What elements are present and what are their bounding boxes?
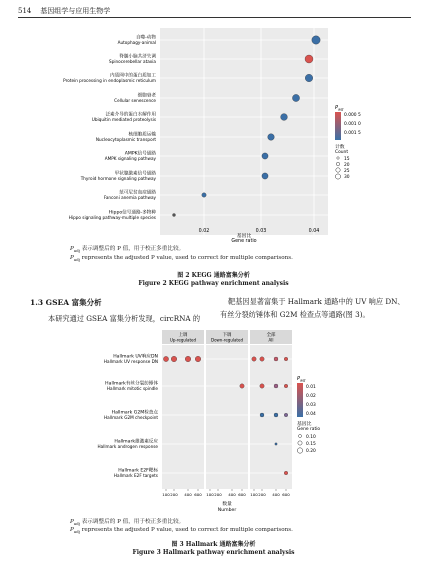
- data-point: [274, 413, 278, 417]
- figure3-hallmark-dotplot: [0, 328, 427, 516]
- data-point: [305, 55, 313, 63]
- body-text-right-1: 靶基因显著富集于 Hallmark 通路中的 UV 响应 DN、: [228, 297, 405, 306]
- data-point: [240, 384, 244, 388]
- pathway-label-cn: 脊髓小脑共济失调: [119, 54, 156, 60]
- x-tick-label: 400: [272, 492, 280, 497]
- data-point: [284, 384, 288, 388]
- pathway-label-cn: 细胞衰老: [137, 93, 156, 99]
- x-tick-label: 600: [282, 492, 290, 497]
- pathway-label-en: Ubiquitin mediated proteolysis: [91, 116, 156, 122]
- pathway-label-cn: Hippo信号通路-多物种: [108, 210, 156, 216]
- facet-label-en: Down-regulated: [211, 337, 243, 343]
- count-key-circle: [337, 157, 339, 159]
- facet-panel: [206, 345, 248, 489]
- facet-label-en: Up-regulated: [169, 337, 197, 343]
- hallmark-label-en: Hallmark androgen response: [97, 444, 158, 449]
- x-axis-label-en: Number: [217, 508, 237, 513]
- x-tick-label: 100: [250, 492, 258, 497]
- padj-colorbar: [335, 112, 341, 140]
- x-axis-label-cn: 基因比: [236, 234, 252, 239]
- count-tick: 15: [344, 157, 350, 162]
- pathway-label-en: Autophagy-animal: [117, 39, 156, 45]
- hallmark-label-en: Hallmark E2F targets: [113, 473, 158, 478]
- padj-tick: 0.01: [306, 385, 316, 390]
- data-point: [284, 413, 288, 417]
- journal-name: 基因组学与应用生物学: [40, 7, 111, 15]
- data-point: [185, 356, 191, 362]
- pathway-label-en: Fanconi anemia pathway: [103, 194, 156, 200]
- pathway-label-cn: 自噬-动物: [135, 35, 156, 41]
- facet-panel: [162, 345, 204, 489]
- data-point: [274, 384, 278, 388]
- data-point: [252, 357, 256, 361]
- fig3-caption-cn: 图 3 Hallmark 通路富集分析: [171, 541, 256, 548]
- data-point: [163, 356, 168, 361]
- pathway-label-en: Hippo signaling pathway-multiple species: [68, 214, 156, 220]
- data-point: [284, 357, 288, 361]
- page-number: 514: [18, 7, 32, 15]
- data-point: [262, 153, 268, 159]
- count-tick: 20: [344, 163, 350, 168]
- data-point: [281, 114, 288, 121]
- hallmark-label-en: Hallmark UV response DN: [103, 359, 158, 364]
- padj-tick: 0.03: [306, 403, 316, 408]
- data-point: [262, 173, 268, 179]
- facet-label-cn: 全部: [266, 333, 276, 338]
- pathway-label-cn: 内质网中的蛋白质加工: [110, 73, 156, 79]
- x-tick-label: 200: [170, 492, 178, 497]
- facet-panel: [250, 345, 292, 489]
- figure2-kegg-dotplot: [0, 20, 427, 242]
- fig2-note-cn: $P_{adj}$ 表示调整后的 P 值，用于校正多重比较。: [70, 246, 185, 254]
- x-axis-label-en: Gene ratio: [231, 239, 257, 242]
- pathway-label-en: AMPK signaling pathway: [104, 155, 156, 161]
- x-tick-label: 400: [184, 492, 192, 497]
- fig2-caption-cn: 图 2 KEGG 通路富集分析: [177, 272, 250, 279]
- ratio-key-circle: [297, 448, 302, 453]
- pathway-label-en: Nucleocytoplasmic transport: [95, 136, 156, 142]
- ratio-key-circle: [299, 435, 302, 438]
- hallmark-label-cn: Hallmark E2F靶标: [118, 468, 158, 474]
- count-key-circle: [336, 168, 340, 172]
- x-tick-label: 600: [194, 492, 202, 497]
- ratio-tick: 0.10: [306, 435, 316, 440]
- data-point: [275, 443, 277, 445]
- body-text-right-2: 有丝分裂纺锤体和 G2M 检查点等通路(图 3)。: [220, 310, 370, 319]
- pathway-label-en: Protein processing in endoplasmic reticulum: [63, 77, 156, 83]
- padj-colorbar: [297, 383, 303, 417]
- data-point: [268, 134, 275, 141]
- body-text-left: 本研究通过 GSEA 富集分析发现，circRNA 的: [48, 314, 201, 323]
- facet-label-en: All: [268, 337, 274, 343]
- x-tick-label: 600: [238, 492, 246, 497]
- hallmark-label-cn: Hallmark G2M检查点: [111, 410, 158, 416]
- data-point: [305, 74, 313, 82]
- data-point: [284, 471, 288, 475]
- data-point: [195, 356, 201, 362]
- padj-tick: 0.04: [306, 412, 316, 417]
- data-point: [260, 357, 264, 361]
- facet-label-cn: 上调: [178, 333, 188, 338]
- facet-label-cn: 下调: [222, 333, 232, 338]
- data-point: [260, 413, 264, 417]
- x-tick-label: 400: [228, 492, 236, 497]
- x-tick-label: 200: [258, 492, 266, 497]
- hallmark-label-cn: Hallmark雄激素反应: [114, 439, 158, 445]
- hallmark-label-en: Hallmark mitotic spindle: [106, 386, 158, 391]
- section-heading: 1.3 GSEA 富集分析: [30, 298, 102, 307]
- fig2-note-en: $P_{adj}$ represents the adjusted P value, used to correct for multiple comparisons.: [70, 255, 293, 263]
- pathway-label-en: Thyroid hormone signaling pathway: [80, 175, 156, 181]
- padj-tick: 0.001 5: [344, 131, 361, 136]
- x-tick: 0.02: [198, 229, 210, 234]
- running-header: [18, 6, 110, 16]
- pathway-label-cn: 甲状腺激素信号通路: [114, 171, 156, 177]
- x-tick-label: 100: [206, 492, 214, 497]
- x-tick-label: 200: [214, 492, 222, 497]
- data-point: [292, 94, 299, 101]
- fig3-note-en: $P_{adj}$ represents the adjusted P value, used to correct for multiple comparisons.: [70, 527, 293, 535]
- ratio-tick: 0.15: [306, 442, 316, 447]
- padj-legend-title: $P_{adj}$: [335, 105, 344, 112]
- pathway-label-en: Spinocerebellar ataxia: [109, 58, 156, 64]
- pathway-label-cn: AMPK信号通路: [124, 151, 156, 157]
- data-point: [202, 193, 206, 197]
- data-point: [173, 214, 176, 217]
- x-axis-label-cn: 数量: [222, 502, 232, 507]
- data-point: [312, 36, 320, 44]
- x-ticks: [162, 489, 290, 497]
- data-point: [171, 356, 177, 362]
- x-tick-label: 100: [162, 492, 170, 497]
- pathway-label-en: Cellular senescence: [114, 97, 156, 103]
- fig2-caption-en: Figure 2 KEGG pathway enrichment analysis: [138, 280, 289, 287]
- padj-legend-title: $P_{adj}$: [297, 376, 306, 383]
- fig3-note-cn: $P_{adj}$ 表示调整后的 P 值，用于校正多重比较。: [70, 519, 185, 527]
- count-key-circle: [336, 162, 339, 165]
- data-point: [260, 384, 264, 388]
- count-tick: 30: [344, 175, 350, 180]
- x-tick: 0.03: [255, 229, 267, 234]
- pathway-label-cn: 核细胞质运输: [128, 132, 156, 138]
- pathway-label-cn: 范可尼贫血症通路: [119, 190, 156, 196]
- count-legend-title-en: Count: [335, 150, 349, 155]
- count-tick: 25: [344, 169, 350, 174]
- count-legend-title-cn: 计数: [335, 145, 345, 150]
- fig3-caption-en: Figure 3 Hallmark pathway enrichment analysis: [132, 549, 295, 556]
- ratio-key-circle: [298, 441, 302, 445]
- pathway-label-cn: 泛素介导的蛋白水解作用: [105, 112, 156, 118]
- padj-tick: 0.001 0: [344, 122, 361, 127]
- padj-tick: 0.02: [306, 394, 316, 399]
- x-tick: 0.04: [308, 229, 320, 234]
- hallmark-label-cn: Hallmark有丝分裂纺锤体: [105, 381, 158, 387]
- data-point: [274, 357, 278, 361]
- hallmark-label-en: Hallmark G2M checkpoint: [104, 415, 158, 420]
- padj-tick: 0.000 5: [344, 113, 361, 118]
- header-rule: [18, 17, 411, 18]
- gene-ratio-legend-en: Gene ratio: [297, 427, 321, 432]
- count-key-circle: [335, 174, 340, 179]
- gene-ratio-legend-cn: 基因比: [297, 422, 312, 427]
- hallmark-label-cn: Hallmark UV响应DN: [113, 354, 158, 360]
- ratio-tick: 0.20: [306, 449, 316, 454]
